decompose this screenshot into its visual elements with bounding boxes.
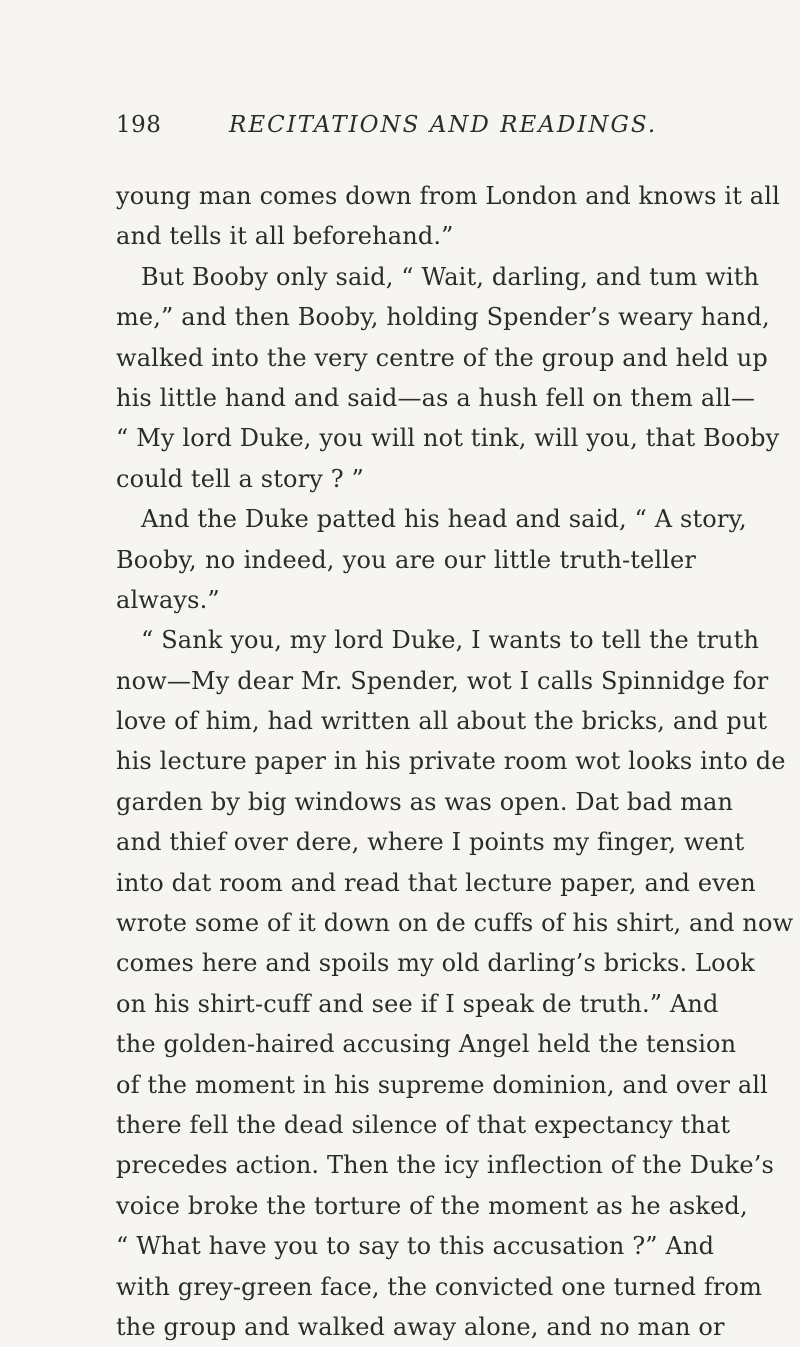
text-line: the group and walked away alone, and no man or <box>116 1312 725 1341</box>
text-line: Booby, no indeed, you are our little truth-teller <box>116 545 696 574</box>
text-line: and tells it all beforehand.” <box>116 222 454 251</box>
text-line: “ My lord Duke, you will not tink, will you, that Booby <box>116 424 780 453</box>
text-line: there fell the dead silence of that expectancy that <box>116 1110 731 1139</box>
text-line: And the Duke patted his head and said, “ A story, <box>141 505 747 534</box>
text-line: into dat room and read that lecture paper, and even <box>116 868 756 897</box>
text-line: his little hand and said—as a hush fell on them all— <box>116 383 756 412</box>
text-line: and thief over dere, where I points my finger, went <box>116 828 745 857</box>
body-text <box>116 176 794 1347</box>
text-line: now—My dear Mr. Spender, wot I calls Spinnidge for <box>116 666 769 695</box>
text-line: precedes action. Then the icy inflection of the Duke’s <box>116 1151 774 1180</box>
text-line: the golden-haired accusing Angel held the tension <box>116 1030 737 1059</box>
page-number: 198 <box>116 112 162 138</box>
text-line: walked into the very centre of the group and held up <box>116 343 768 372</box>
text-line: on his shirt-cuff and see if I speak de truth.” And <box>116 989 719 1018</box>
text-line: comes here and spoils my old darling’s bricks. Look <box>116 949 755 978</box>
text-line: wrote some of it down on de cuffs of his shirt, and now <box>116 909 794 938</box>
text-line: love of him, had written all about the bricks, and put <box>116 707 768 736</box>
text-line: garden by big windows as was open. Dat bad man <box>116 787 734 816</box>
text-line: of the moment in his supreme dominion, and over all <box>116 1070 768 1099</box>
text-line: young man comes down from London and knows it all <box>116 182 780 210</box>
text-line: with grey-green face, the convicted one turned from <box>116 1272 763 1301</box>
running-head <box>116 106 716 150</box>
text-line: “ What have you to say to this accusation ?” And <box>116 1232 715 1261</box>
text-line: always.” <box>116 585 220 614</box>
text-line: voice broke the torture of the moment as he asked, <box>116 1191 748 1220</box>
running-title: RECITATIONS AND READINGS. <box>229 112 658 138</box>
text-line: me,” and then Booby, holding Spender’s weary hand, <box>116 303 770 332</box>
text-line: “ Sank you, my lord Duke, I wants to tell the truth <box>141 626 760 655</box>
text-line: But Booby only said, “ Wait, darling, and tum with <box>141 262 760 291</box>
text-line: could tell a story ? ” <box>116 464 364 493</box>
text-line: his lecture paper in his private room wot looks into de <box>116 747 786 776</box>
